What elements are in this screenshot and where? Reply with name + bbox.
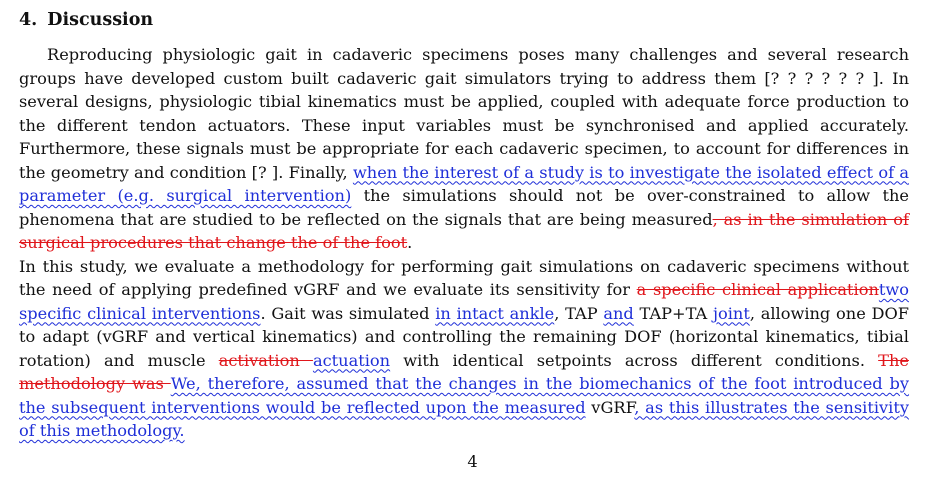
text-run: , TAP: [554, 303, 604, 323]
deleted-text: activation: [218, 350, 313, 370]
deleted-text: , as in the simulation of surgical procedures that change the of the foot: [19, 209, 909, 252]
section-title: Discussion: [47, 10, 154, 30]
deleted-text: a specific clinical application: [636, 280, 879, 299]
inserted-text: and: [603, 303, 634, 323]
section-heading: [19, 8, 909, 32]
citation-placeholder[interactable]: [? ? ? ? ? ? ].: [764, 68, 884, 88]
text-run: In this study, we evaluate a methodology for performing gait simulations on cadaveric specimens without the need of applying predefined vGRF and we evaluate its sensitivity for: [19, 256, 909, 299]
paragraph-1: [19, 43, 909, 255]
text-run: Reproducing physiologic gait in cadaveric specimens poses many challenges and several research groups have developed custom built cadaveric gait simulators trying to address them: [19, 45, 909, 88]
inserted-text: two specific clinical interventions: [19, 280, 909, 323]
inserted-text: We, therefore, assumed that the changes in the biomechanics of the foot introduced by the subsequent interventions would be reflected upon the measured: [19, 374, 910, 417]
citation-placeholder[interactable]: [? ].: [251, 162, 284, 182]
document-page: [19, 8, 909, 443]
inserted-text: in intact ankle: [435, 303, 555, 323]
inserted-text: joint: [712, 303, 750, 323]
inserted-text: actuation: [312, 350, 391, 370]
text-run: . Gait was simulated: [260, 303, 436, 323]
text-run: the simulations should not be over-constrained to allow the phenomena that are studied to be reflected on the signals that are being measured: [19, 186, 909, 229]
text-run: In several designs, physiologic tibial kinematics must be applied, coupled with adequate force production to the different tendon actuators. These input variables must be synchronised and applied accurately. Furthermore, these signals must be appropriate for each cadaveric specimen, to account for differences in the geometry and condition: [19, 68, 909, 182]
section-number: 4.: [19, 10, 38, 30]
deleted-text: The methodology was: [19, 350, 909, 393]
text-run: vGRF: [585, 397, 635, 417]
text-run: Finally,: [283, 162, 353, 182]
text-run: .: [407, 233, 413, 252]
text-run: with identical setpoints across different conditions.: [390, 350, 879, 370]
inserted-text: when the interest of a study is to investigate the isolated effect of a parameter (e.g. surgical intervention): [19, 162, 909, 205]
text-run: , allowing one DOF to adapt (vGRF and vertical kinematics) and controlling the remaining DOF (horizontal kinematics, tibial rotation) and muscle: [19, 303, 909, 370]
inserted-text: , as this illustrates the sensitivity of this methodology.: [19, 397, 909, 440]
text-run: TAP+TA: [633, 303, 713, 323]
page-number: 4: [467, 452, 478, 471]
paragraph-2: [19, 255, 909, 443]
